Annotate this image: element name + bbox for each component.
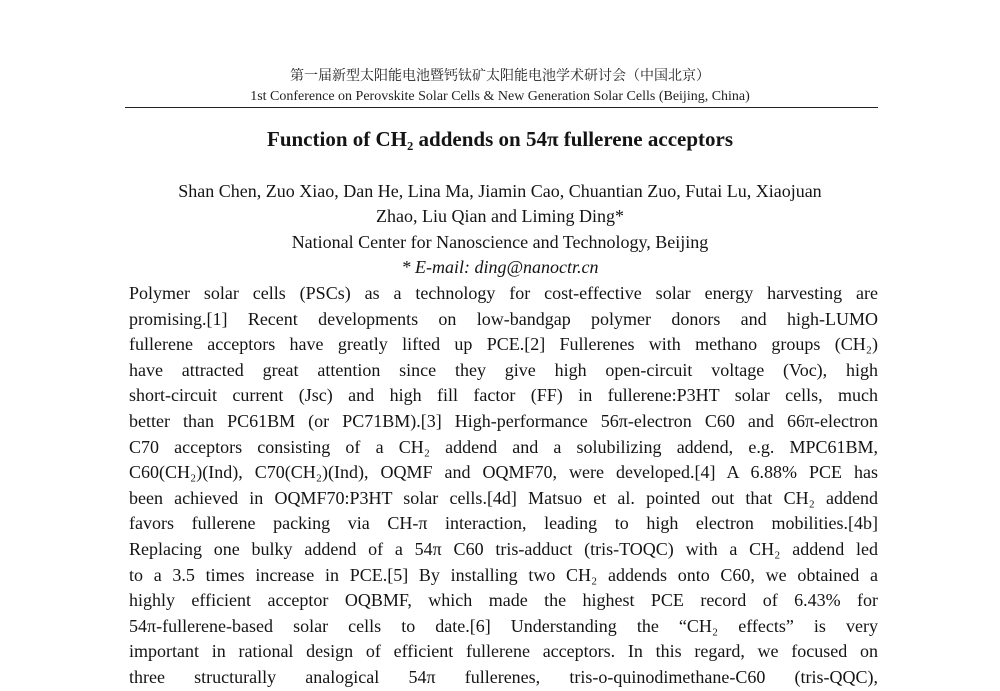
authors-line-2: Zhao, Liu Qian and Liming Ding* [376, 206, 624, 226]
body-line-16: three structurally analogical 54π fullerenes, tris-o-quinodimethane-C60 (tris-QQC), [129, 666, 878, 687]
body-line-1: Polymer solar cells (PSCs) as a technology for cost-effective solar energy harvesting are [129, 283, 878, 303]
authors-line-1: Shan Chen, Zuo Xiao, Dan He, Lina Ma, Jiamin Cao, Chuantian Zuo, Futai Lu, Xiaojuan [178, 181, 822, 201]
header-divider [125, 107, 878, 108]
body-line-4: have attracted great attention since they give high open-circuit voltage (Voc), high [129, 359, 878, 380]
body-line-11: Replacing one bulky addend of a 54π C60 tris-adduct (tris-TOQC) with a CH₂ addend led [129, 538, 878, 559]
paper-title: Function of CH₂ addends on 54π fullerene acceptors [267, 127, 733, 151]
body-line-14: 54π-fullerene-based solar cells to date.[6] Understanding the “CH₂ effects” is very [129, 615, 878, 636]
conference-header-english: 1st Conference on Perovskite Solar Cells & New Generation Solar Cells (Beijing, China) [250, 89, 750, 104]
body-line-9: been achieved in OQMF70:P3HT solar cells.[4d] Matsuo et al. pointed out that CH₂ addend [129, 487, 878, 508]
body-line-3: fullerene acceptors have greatly lifted up PCE.[2] Fullerenes with methano groups (CH₂) [129, 334, 878, 355]
body-line-13: highly efficient acceptor OQBMF, which made the highest PCE record of 6.43% for [129, 590, 878, 611]
body-line-6: better than PC61BM (or PC71BM).[3] High-performance 56π-electron C60 and 66π-electron [129, 410, 878, 431]
affiliation: National Center for Nanoscience and Technology, Beijing [291, 232, 709, 252]
abstract-body [129, 281, 878, 691]
body-line-15: important in rational design of efficient fullerene acceptors. In this regard, we focused on [129, 641, 878, 662]
body-line-12: to a 3.5 times increase in PCE.[5] By installing two CH₂ addends onto C60, we obtained a [129, 564, 878, 585]
conference-header-chinese: 第一届新型太阳能电池暨钙钛矿太阳能电池学术研讨会（中国北京） [290, 68, 710, 84]
email-line: * E-mail: ding@nanoctr.cn [401, 257, 599, 277]
body-line-5: short-circuit current (Jsc) and high fill factor (FF) in fullerene:P3HT solar cells, much [129, 385, 878, 406]
body-line-7: C70 acceptors consisting of a CH₂ addend and a solubilizing addend, e.g. MPC61BM, [129, 436, 878, 457]
body-line-2: promising.[1] Recent developments on low-bandgap polymer donors and high-LUMO [129, 308, 878, 329]
body-line-8: C60(CH₂)(Ind), C70(CH₂)(Ind), OQMF and OQMF70, were developed.[4] A 6.88% PCE has [129, 462, 878, 483]
body-line-10: favors fullerene packing via CH-π interaction, leading to high electron mobilities.[4b] [129, 513, 878, 534]
